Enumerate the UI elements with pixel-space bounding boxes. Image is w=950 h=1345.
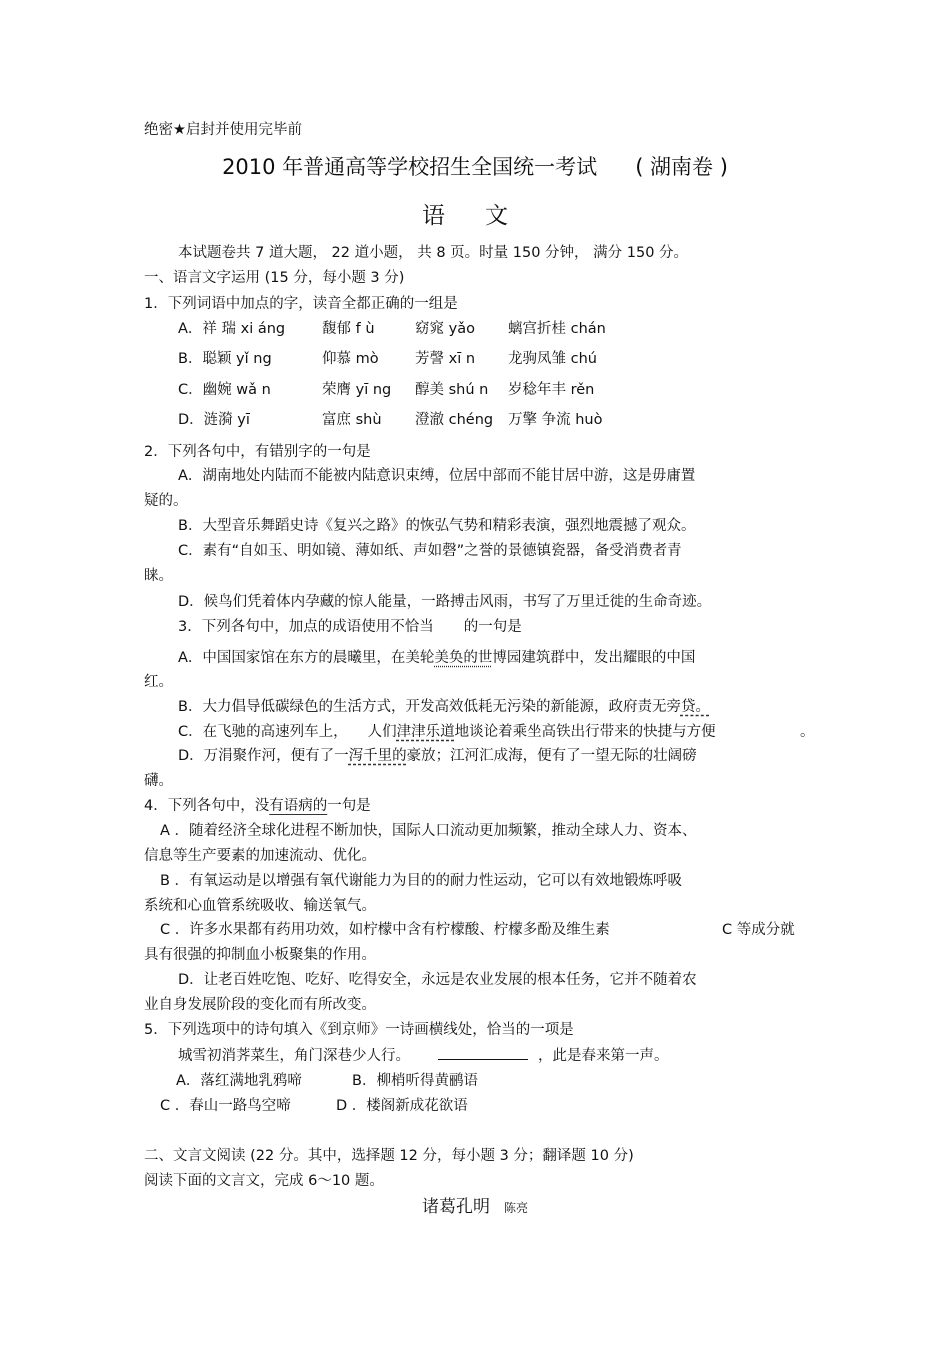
q3-option-d-pre: D．万涓聚作河，便有了一 (178, 748, 349, 764)
exam-title-main: 2010 年普通高等学校招生全国统一考试 (222, 155, 598, 179)
q3-option-c-mid: 人们 (367, 724, 397, 740)
q5-option-b: B．柳梢听得黄鹂语 (352, 1073, 478, 1089)
q3-option-d-line2: 礴。 (144, 773, 173, 789)
q4-option-d-line2: 业自身发展阶段的变化而有所改变。 (144, 997, 376, 1013)
q1-option-a-item4: 螭宫折桂 chán (508, 321, 606, 337)
q4-option-a-line2: 信息等生产要素的加速流动、优化。 (144, 848, 376, 864)
q4-option-d-line1: D．让老百姓吃饱、吃好、吃得安全，永远是农业发展的根本任务，它并不随着农 (178, 972, 697, 988)
q3-option-c-pre: C．在飞驰的高速列车上， (178, 724, 348, 740)
q4-stem (144, 796, 371, 816)
q3-option-b-trail (710, 697, 750, 711)
q1-option-d-item3: 澄澈 chéng (415, 412, 494, 428)
q1-option-d-item1: D．涟漪 yī (178, 412, 250, 428)
q3-option-a-post: 博园建筑群中，发出耀眼的中国 (492, 650, 696, 666)
q1-option-a-item2: 馥郁 f ù (322, 321, 375, 337)
q1-option-d-item2: 富庶 shù (322, 412, 382, 428)
passage-heading (422, 1195, 528, 1219)
q1-option-d-item4: 万擎 争流 huò (508, 412, 603, 428)
q2-option-c-line2: 睐。 (144, 568, 173, 584)
q2-option-c-line1: C．素有“自如玉、明如镜、薄如纸、声如磬”之誉的景德镇瓷器，备受消费者青 (178, 543, 682, 559)
q1-option-b-item2: 仰慕 mò (322, 351, 379, 367)
q1-option-c-item2: 荣膺 yī ng (322, 382, 392, 398)
q2-option-a-line1: A．湖南地处内陆而不能被内陆意识束缚，位居中部而不能甘居中游，这是毋庸置 (178, 468, 696, 484)
q1-option-b-item1: B．聪颖 yǐ ng (178, 351, 272, 367)
q3-option-c-idiom: 津津乐道 (396, 724, 455, 740)
q3-stem-post: 的一句是 (463, 619, 522, 635)
q5-option-d: D ．楼阁新成花欲语 (336, 1098, 468, 1114)
section2-heading: 二、文言文阅读 (22 分。其中，选择题 12 分，每小题 3 分；翻译题 10 分) (144, 1148, 634, 1164)
q2-option-b: B．大型音乐舞蹈史诗《复兴之路》的恢弘气势和精彩表演，强烈地震撼了观众。 (178, 518, 696, 534)
q1-stem: 1．下列词语中加点的字，读音全都正确的一组是 (144, 296, 458, 312)
q1-option-a-item1: A．祥 瑞 xi áng (178, 321, 286, 337)
q1-option-a-item3: 窈窕 yǎo (415, 321, 475, 337)
q3-option-c (178, 722, 716, 742)
q3-option-b (178, 697, 750, 717)
q3-option-c-post: 地谈论着乘坐高铁出行带来的快捷与方便 (454, 724, 716, 740)
q3-option-a-pre: A．中国国家馆在东方的晨曦里，在美轮 (178, 650, 435, 666)
q4-option-c-line2: 具有很强的抑制血小板聚集的作用。 (144, 947, 376, 963)
q4-option-c-line1-tail: C 等成分就 (722, 922, 795, 938)
q3-option-b-idiom: 贷。 (680, 699, 710, 715)
exam-title (0, 152, 950, 182)
q2-option-d: D．候鸟们凭着体内孕藏的惊人能量，一路搏击风雨，书写了万里迁徙的生命奇迹。 (178, 594, 712, 610)
q5-option-a: A．落红满地乳鸦啼 (176, 1073, 302, 1089)
secret-mark: 绝密★启封并使用完毕前 (144, 122, 302, 138)
q2-stem: 2．下列各句中，有错别字的一句是 (144, 444, 371, 460)
q3-option-d-post: 豪放；江河汇成海，便有了一望无际的壮阔磅 (406, 748, 697, 764)
q4-stem-pre: 4．下列各句中，没 (144, 798, 270, 814)
section2-instruction: 阅读下面的文言文，完成 6～10 题。 (144, 1173, 384, 1189)
section1-heading: 一、语言文字运用 (15 分，每小题 3 分) (144, 270, 405, 286)
q1-option-b-item3: 芳謦 xī n (415, 351, 476, 367)
q4-option-b-line1: B ．有氧运动是以增强有氧代谢能力为目的的耐力性运动，它可以有效地锻炼呼吸 (160, 873, 683, 889)
exam-title-region: ( 湖南卷 ) (635, 155, 728, 179)
q4-stem-post: 一句是 (327, 798, 371, 814)
q5-poem-blank (438, 1045, 528, 1060)
q4-stem-mark: 有语病的 (269, 798, 328, 814)
q3-option-d-line1 (178, 746, 697, 766)
q5-poem-pre: 城雪初消荠菜生，角门深巷少人行。 (178, 1048, 410, 1064)
q5-poem-post: ，此是春来第一声。 (538, 1048, 669, 1064)
q4-option-c-line1: C ．许多水果都有药用功效，如柠檬中含有柠檬酸、柠檬多酚及维生素 (160, 922, 610, 938)
q5-poem (178, 1045, 669, 1065)
exam-intro: 本试题卷共 7 道大题， 22 道小题， 共 8 页。时量 150 分钟， 满分 150 分。 (178, 245, 689, 261)
q3-option-c-end: 。 (800, 724, 815, 740)
q1-option-c-item1: C．幽婉 wǎ n (178, 382, 271, 398)
q3-option-b-pre: B．大力倡导低碳绿色的生活方式，开发高效低耗无污染的新能源，政府责无旁 (178, 699, 681, 715)
q3-option-a-line2: 红。 (144, 674, 173, 690)
q3-option-d-idiom: 泻千里的 (348, 748, 407, 764)
q1-option-c-item4: 岁稔年丰 rěn (508, 382, 595, 398)
q1-option-b-item4: 龙驹凤雏 chú (508, 351, 597, 367)
subject-title: 语文 (422, 203, 548, 229)
q4-option-b-line2: 系统和心血管系统吸收、输送氧气。 (144, 898, 376, 914)
q4-option-a-line1: A ．随着经济全球化进程不断加快，国际人口流动更加频繁，推动全球人力、资本、 (160, 823, 697, 839)
passage-title: 诸葛孔明 (422, 1197, 490, 1217)
q3-option-a-idiom: 美奂的世 (434, 650, 493, 666)
q1-option-c-item3: 醇美 shú n (415, 382, 489, 398)
q5-option-c: C ．春山一路鸟空啼 (160, 1098, 291, 1114)
q2-option-a-line2: 疑的。 (144, 493, 188, 509)
q3-option-a-line1 (178, 648, 695, 668)
q3-stem-pre: 3．下列各句中，加点的成语使用不恰当 (178, 619, 434, 635)
passage-author: 陈亮 (504, 1201, 529, 1215)
q5-stem: 5．下列选项中的诗句填入《到京师》一诗画横线处，恰当的一项是 (144, 1022, 574, 1038)
q3-stem (178, 617, 522, 637)
